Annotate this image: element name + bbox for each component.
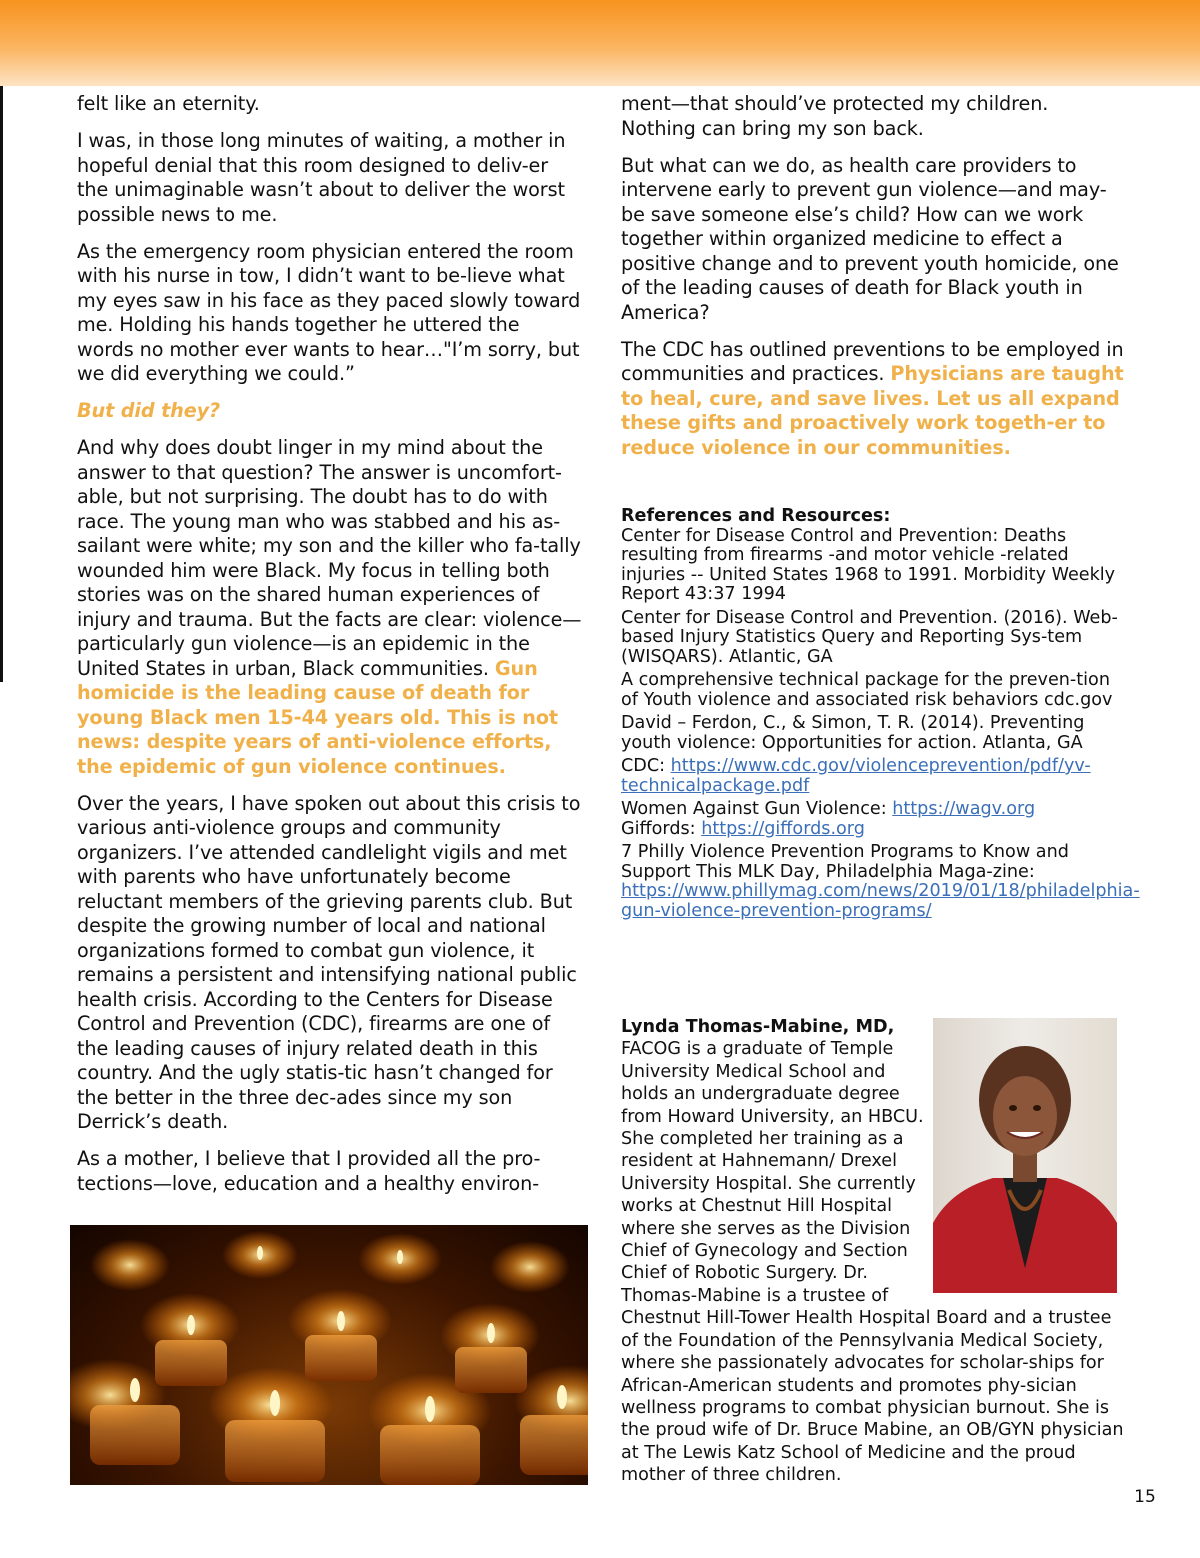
- phillymag-link[interactable]: https://www.phillymag.com/news/2019/01/18/philadelphia-gun-violence-prevention-programs/: [621, 881, 1140, 921]
- paragraph: As the emergency room physician entered the room with his nurse in tow, I didn’t want to be-lieve what my eyes saw in his face as they paced slowly toward me. Holding his hands together he uttered the words no mother ever wants to hear…"I’m sorry, but we did everything we could.”: [77, 239, 581, 385]
- paragraph: I was, in those long minutes of waiting, a mother in hopeful denial that this room designed to deliv-er the unimaginable wasn’t about to deliver the worst possible news to me.: [77, 129, 566, 226]
- reference-item: David – Ferdon, C., & Simon, T. R. (2014). Preventing youth violence: Opportunities for action. Atlanta, GA: [621, 713, 1085, 753]
- page-number: 15: [1134, 1487, 1156, 1507]
- left-column: [77, 92, 582, 1209]
- subheading: But did they?: [77, 399, 221, 422]
- giffords-link[interactable]: https://giffords.org: [701, 818, 865, 839]
- highlight-text: Physicians are taught to heal, cure, and save lives. Let us all expand these gifts and proactively work togeth-er to reduce violence in our communities.: [621, 362, 1124, 459]
- reference-label: Women Against Gun Violence:: [621, 799, 887, 819]
- paragraph: As a mother, I believe that I provided all the pro-tections—love, education and a healthy environ-: [77, 1147, 541, 1195]
- reference-item: [621, 757, 1131, 796]
- references-title: References and Resources:: [621, 506, 891, 526]
- reference-item: [621, 842, 1140, 921]
- author-name: Lynda Thomas-Mabine, MD,: [621, 1017, 895, 1037]
- paragraph: ment—that should’ve protected my children. Nothing can bring my son back.: [621, 92, 1049, 140]
- author-photo: [933, 1018, 1117, 1293]
- reference-label: Giffords:: [621, 818, 696, 839]
- right-column: [621, 92, 1125, 473]
- paragraph-text: And why does doubt linger in my mind about the answer to that question? The answer is uncomfort-able, but not surprising. The doubt has to do with race. The young man who was stabbed and his as-sailant were white; my son and the killer who fa-tally wounded him were Black. My focus in telling both stories was on the shared human experiences of injury and trauma. But the facts are clear: violence—particularly gun violence—is an epidemic in the United States in urban, Black communities.: [77, 436, 582, 680]
- reference-item: [621, 800, 1131, 820]
- cdc-link[interactable]: https://www.cdc.gov/violenceprevention/pdf/yv-technicalpackage.pdf: [621, 756, 1091, 796]
- paragraph: But what can we do, as health care providers to intervene early to prevent gun violence—and may-be save someone else’s child? How can we work together within organized medicine to effect a positive change and to prevent youth homicide, one of the leading causes of death for Black youth in America?: [621, 153, 1119, 324]
- reference-item: Center for Disease Control and Prevention: Deaths resulting from firearms -and motor vehicle -related injuries -- United States 1968 to 1991. Morbidity Weekly Report 43:37 1994: [621, 525, 1116, 604]
- paragraph: Over the years, I have spoken out about this crisis to various anti-violence groups and community organizers. I’ve attended candlelight vigils and met with parents who have unfortunately become reluctant members of the grieving parents club. But despite the growing number of local and national organizations formed to combat gun violence, it remains a persistent and intensifying national public health crisis. According to the Centers for Disease Control and Prevention (CDC), firearms are one of the leading causes of injury related death in this country. And the ugly statis-tic hasn’t changed for the better in the three dec-ades since my son Derrick’s death.: [77, 791, 581, 1133]
- paragraph: [621, 338, 1125, 461]
- header-band: [0, 0, 1200, 86]
- paragraph: felt like an eternity.: [77, 92, 260, 115]
- author-bio-text: FACOG is a graduate of Temple University Medical School and holds an undergraduate degree from Howard University, an HBCU. She completed her training as a resident at Hahnemann/ Drexel University Hospital. She currently works at Chestnut Hill Hospital where she serves as the Division Chief of Gynecology and Section Chief of Robotic Surgery. Dr. Thomas-Mabine is a trustee of Chestnut Hill-Tower Health Hospital Board and a trustee of the Foundation of the Pennsylvania Medical Society, where she passionately advocates for scholar-ships for African-American students and promotes phy-sician wellness programs to combat physician burnout. She is the proud wife of Dr. Bruce Mabine, an OB/GYN physician at The Lewis Katz School of Medicine and the proud mother of three children.: [621, 1039, 1124, 1486]
- reference-label: CDC:: [621, 756, 666, 776]
- reference-label: 7 Philly Violence Prevention Programs to Know and Support This MLK Day, Philadelphia Maga-zine:: [621, 842, 1069, 882]
- candles-icon: [70, 1225, 588, 1485]
- reference-item: [621, 820, 1131, 840]
- references-section: [621, 506, 1140, 925]
- author-portrait-icon: [933, 1018, 1117, 1293]
- author-bio: [621, 1016, 1125, 1487]
- paragraph-text: The CDC has outlined preventions to be employed in communities and practices.: [621, 337, 1124, 385]
- highlight-text: Gun homicide is the leading cause of death for young Black men 15-44 years old. This is not news: despite years of anti-violence efforts, the epidemic of gun violence continues.: [77, 656, 558, 778]
- reference-item: A comprehensive technical package for the preven-tion of Youth violence and associated risk behaviors cdc.gov: [621, 670, 1113, 710]
- wagv-link[interactable]: https://wagv.org: [892, 799, 1036, 819]
- paragraph: [77, 436, 582, 779]
- left-margin-rule: [0, 86, 3, 682]
- reference-item: Center for Disease Control and Prevention. (2016). Web-based Injury Statistics Query and Reporting Sys-tem (WISQARS). Atlantic, GA: [621, 607, 1118, 667]
- candles-photo: [70, 1225, 588, 1485]
